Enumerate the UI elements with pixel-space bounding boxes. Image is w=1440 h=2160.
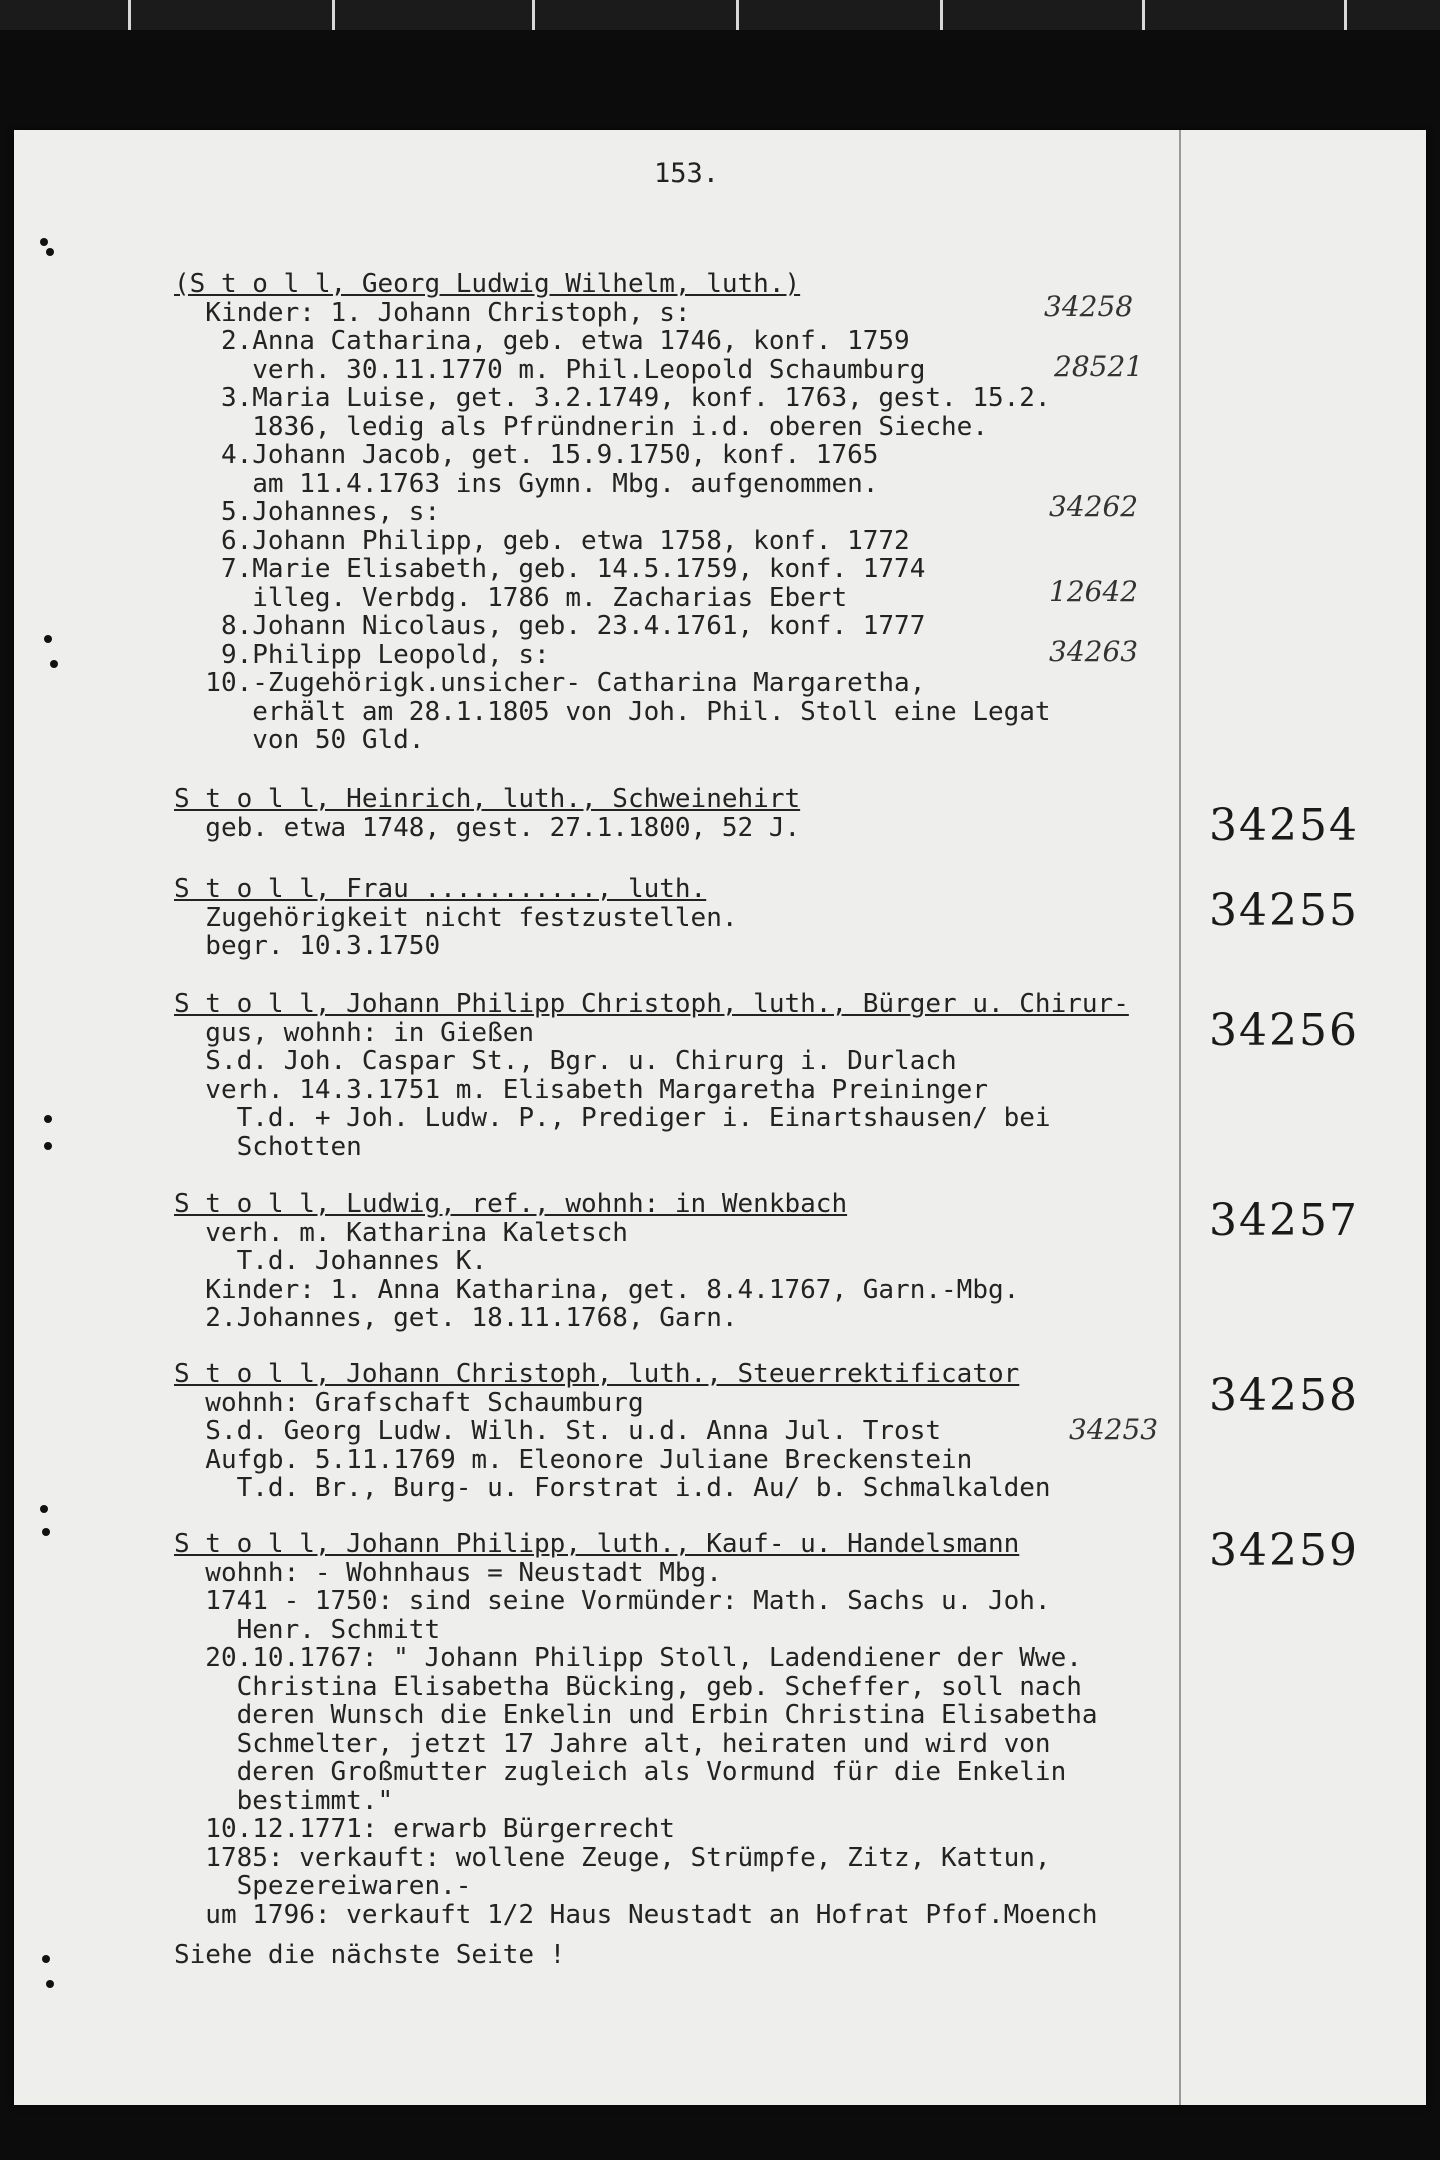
entry-line: S t o l l, Johann Philipp Christoph, luth., Bürger u. Chirur-	[174, 989, 1129, 1019]
entry-line: (S t o l l, Georg Ludwig Wilhelm, luth.)	[174, 269, 801, 299]
entry-line: 10.12.1771: erwarb Bürgerrecht	[174, 1814, 675, 1844]
entry-line: deren Wunsch die Enkelin und Erbin Christina Elisabetha	[174, 1700, 1098, 1730]
entry-line: Zugehörigkeit nicht festzustellen.	[174, 902, 738, 933]
entry-line: Henr. Schmitt	[174, 1614, 441, 1645]
entry-johann-philipp-christoph	[174, 990, 1184, 1161]
entry-line: illeg. Verbdg. 1786 m. Zacharias Ebert	[174, 582, 848, 613]
entry-line: S.d. Joh. Caspar St., Bgr. u. Chirurg i. Durlach	[174, 1046, 957, 1076]
entry-line: von 50 Gld.	[174, 725, 425, 755]
entry-line: wohnh: Grafschaft Schaumburg	[174, 1387, 644, 1418]
entry-line: 9.Philipp Leopold, s:	[174, 639, 550, 670]
handwritten-note: 28521	[1054, 350, 1144, 383]
entry-line: 2.Johannes, get. 18.11.1768, Garn.	[174, 1303, 738, 1333]
entry-line: 2.Anna Catharina, geb. etwa 1746, konf. 1759	[174, 326, 910, 356]
entry-line: S t o l l, Ludwig, ref., wohnh: in Wenkbach	[174, 1189, 848, 1219]
entry-line: S t o l l, Frau ..........., luth.	[174, 874, 707, 904]
entry-heinrich	[174, 785, 1184, 842]
punch-hole	[50, 660, 58, 668]
entry-line: 1785: verkauft: wollene Zeuge, Strümpfe, Zitz, Kattun,	[174, 1842, 1051, 1873]
handwritten-note: 12642	[1049, 575, 1139, 608]
punch-hole	[40, 238, 48, 246]
entry-line: S t o l l, Johann Philipp, luth., Kauf- u. Handelsmann	[174, 1529, 1020, 1559]
entry-line: am 11.4.1763 ins Gymn. Mbg. aufgenommen.	[174, 468, 879, 499]
punch-hole	[40, 1505, 48, 1513]
entry-line: 6.Johann Philipp, geb. etwa 1758, konf. 1772	[174, 525, 910, 556]
punch-hole	[44, 1142, 52, 1150]
handwritten-note: 34263	[1049, 635, 1139, 668]
entry-line: T.d. Johannes K.	[174, 1246, 488, 1276]
entry-line: begr. 10.3.1750	[174, 931, 441, 961]
stamp-number: 34256	[1209, 1005, 1359, 1056]
entry-johann-christoph	[174, 1360, 1184, 1503]
entry-line: 8.Johann Nicolaus, geb. 23.4.1761, konf. 1777	[174, 611, 926, 641]
entry-frau	[174, 875, 1184, 961]
punch-hole	[46, 1980, 54, 1988]
handwritten-note: 34258	[1044, 290, 1134, 323]
punch-hole	[44, 635, 52, 643]
entry-line: Schotten	[174, 1131, 362, 1162]
entry-line: Aufgb. 5.11.1769 m. Eleonore Juliane Breckenstein	[174, 1444, 973, 1475]
entry-line: 1741 - 1750: sind seine Vormünder: Math. Sachs u. Joh.	[174, 1586, 1051, 1616]
entry-line: geb. etwa 1748, gest. 27.1.1800, 52 J.	[174, 812, 801, 843]
punch-hole	[46, 248, 54, 256]
entry-line: Kinder: 1. Anna Katharina, get. 8.4.1767, Garn.-Mbg.	[174, 1274, 1020, 1305]
entry-line: Spezereiwaren.-	[174, 1871, 472, 1901]
stamp-number: 34255	[1209, 885, 1359, 936]
entry-line: verh. 14.3.1751 m. Elisabeth Margaretha Preininger	[174, 1074, 988, 1105]
entry-line: wohnh: - Wohnhaus = Neustadt Mbg.	[174, 1557, 722, 1588]
stamp-number: 34259	[1209, 1525, 1359, 1576]
entry-line: 20.10.1767: " Johann Philipp Stoll, Ladendiener der Wwe.	[174, 1643, 1082, 1673]
entry-line: 5.Johannes, s:	[174, 497, 441, 527]
film-strip-top	[0, 0, 1440, 30]
stamp-number: 34258	[1209, 1370, 1359, 1421]
entry-line: deren Großmutter zugleich als Vormund für die Enkelin	[174, 1757, 1067, 1787]
entry-line: T.d. Br., Burg- u. Forstrat i.d. Au/ b. Schmalkalden	[174, 1473, 1051, 1503]
punch-hole	[42, 1528, 50, 1536]
entry-line: verh. 30.11.1770 m. Phil.Leopold Schaumburg	[174, 354, 926, 385]
entry-line: 4.Johann Jacob, get. 15.9.1750, konf. 1765	[174, 440, 879, 470]
entry-johann-philipp	[174, 1530, 1184, 1929]
handwritten-note: 34262	[1049, 490, 1139, 523]
entry-ludwig	[174, 1190, 1184, 1333]
entry-line: Christina Elisabetha Bücking, geb. Scheffer, soll nach	[174, 1671, 1082, 1702]
entry-line: S t o l l, Heinrich, luth., Schweinehirt	[174, 784, 801, 814]
entry-line: gus, wohnh: in Gießen	[174, 1017, 535, 1048]
entry-line: Schmelter, jetzt 17 Jahre alt, heiraten und wird von	[174, 1728, 1051, 1759]
entry-line: S t o l l, Johann Christoph, luth., Steuerrektificator	[174, 1359, 1020, 1389]
footer-see-next-page: Siehe die nächste Seite !	[174, 1940, 566, 1970]
stamp-number: 34254	[1209, 800, 1359, 851]
entry-line: erhält am 28.1.1805 von Joh. Phil. Stoll eine Legat	[174, 696, 1051, 727]
entry-line: 7.Marie Elisabeth, geb. 14.5.1759, konf. 1774	[174, 554, 926, 584]
entry-line: 1836, ledig als Pfründnerin i.d. oberen Sieche.	[174, 411, 988, 442]
index-card-page	[14, 130, 1426, 2105]
entry-line: 10.-Zugehörigk.unsicher- Catharina Margaretha,	[174, 668, 926, 698]
punch-hole	[42, 1955, 50, 1963]
punch-hole	[44, 1115, 52, 1123]
entry-line: Kinder: 1. Johann Christoph, s:	[174, 297, 691, 328]
page-number: 153.	[654, 158, 720, 189]
stamp-number: 34257	[1209, 1195, 1359, 1246]
entry-line: bestimmt."	[174, 1785, 394, 1816]
entry-line: um 1796: verkauft 1/2 Haus Neustadt an Hofrat Pfof.Moench	[174, 1899, 1098, 1930]
entry-line: verh. m. Katharina Kaletsch	[174, 1217, 628, 1248]
handwritten-note: 34253	[1069, 1413, 1159, 1446]
entry-line: 3.Maria Luise, get. 3.2.1749, konf. 1763, gest. 15.2.	[174, 383, 1051, 413]
entry-line: S.d. Georg Ludw. Wilh. St. u.d. Anna Jul. Trost	[174, 1416, 942, 1446]
entry-line: T.d. + Joh. Ludw. P., Prediger i. Einartshausen/ bei	[174, 1103, 1051, 1133]
entry-georg-ludwig-wilhelm	[174, 270, 1184, 755]
